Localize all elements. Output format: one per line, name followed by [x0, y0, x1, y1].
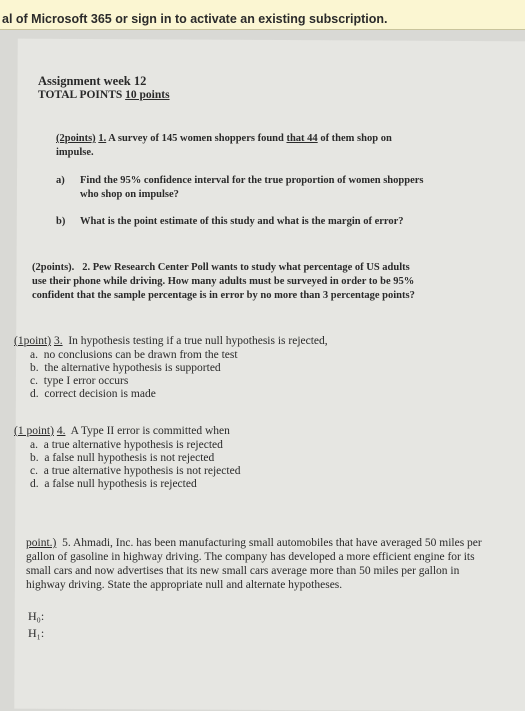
question-3-number: 3.: [53, 335, 63, 347]
question-5-line3: small cars and now advertises that its new small cars average more than 50 miles per gallon in: [26, 565, 460, 577]
question-1-underlined: that 44: [286, 133, 318, 144]
question-4-option-a: a. a true alternative hypothesis is rejected: [30, 439, 223, 451]
question-4-option-d: d. a false null hypothesis is rejected: [30, 478, 197, 490]
question-4-points: (1 point): [14, 425, 54, 437]
total-points-label: TOTAL POINTS: [38, 89, 123, 101]
total-points: [38, 89, 170, 102]
question-5-line1: point.) 5. Ahmadi, Inc. has been manufacturing small automobiles that have averaged 50 miles per: [26, 537, 482, 549]
question-3-stem: In hypothesis testing if a true null hypothesis is rejected,: [68, 335, 328, 347]
question-1a-label: a): [56, 175, 65, 186]
question-4-stem: A Type II error is committed when: [70, 425, 230, 437]
question-3-option-b: b. the alternative hypothesis is supported: [30, 362, 221, 374]
activation-banner-text: al of Microsoft 365 or sign in to activate an existing subscription.: [2, 12, 388, 26]
question-1-number: 1.: [98, 133, 107, 144]
question-1-line2: impulse.: [56, 147, 94, 158]
question-5-line2: gallon of gasoline in highway driving. The company has developed a more efficient engine for its: [26, 551, 475, 563]
question-1a-line2: who shop on impulse?: [80, 189, 179, 200]
question-2-line3: confident that the sample percentage is in error by no more than 3 percentage points?: [32, 290, 415, 301]
question-2-line1: (2points). 2. Pew Research Center Poll wants to study what percentage of US adults: [32, 262, 410, 273]
question-1-line1: (2points) 1. A survey of 145 women shoppers found that 44 of them shop on: [56, 133, 392, 144]
question-2-line2: use their phone while driving. How many adults must be surveyed in order to be 95%: [32, 276, 415, 287]
question-3-option-d: d. correct decision is made: [30, 388, 156, 400]
question-5-points: point.): [26, 537, 57, 549]
question-3-points: (1point): [14, 335, 52, 347]
question-4-option-b: b. a false null hypothesis is not rejected: [30, 452, 215, 464]
question-4-stem-line: [14, 425, 230, 438]
alternate-hypothesis-label: H₁:: [28, 626, 45, 640]
question-4-number: 4.: [56, 425, 66, 437]
question-2-points: (2points).: [32, 262, 75, 273]
question-4-option-c: c. a true alternative hypothesis is not rejected: [30, 465, 241, 477]
question-3-option-a: a. no conclusions can be drawn from the test: [30, 349, 238, 361]
assignment-title: Assignment week 12: [38, 74, 147, 88]
question-5-line4: highway driving. State the appropriate null and alternate hypotheses.: [26, 579, 343, 591]
question-3-option-c: c. type I error occurs: [30, 375, 129, 387]
question-1-points: (2points): [56, 133, 96, 144]
question-3-stem-line: [14, 335, 328, 348]
total-points-value: 10 points: [125, 89, 170, 101]
null-hypothesis-label: H₀:: [28, 609, 45, 623]
question-1a-line1: Find the 95% confidence interval for the true proportion of women shoppers: [80, 175, 424, 186]
question-1b-line1: What is the point estimate of this study and what is the margin of error?: [80, 216, 404, 227]
question-1b-label: b): [56, 216, 66, 227]
